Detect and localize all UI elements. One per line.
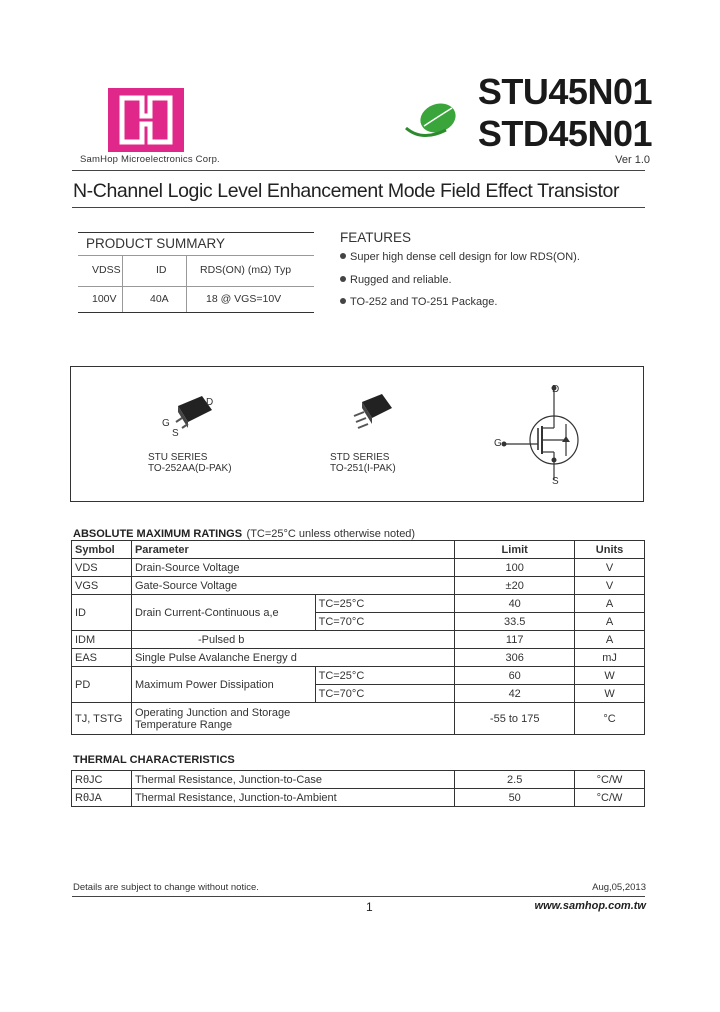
thermal-table bbox=[71, 770, 645, 807]
table-cell: EAS bbox=[72, 649, 132, 667]
table-cell: TC=70°C bbox=[315, 613, 455, 631]
summary-title: PRODUCT SUMMARY bbox=[86, 236, 226, 251]
table-row bbox=[72, 789, 645, 807]
table-cell: Operating Junction and Storage Temperature Range bbox=[131, 703, 454, 735]
table-row bbox=[72, 631, 645, 649]
table-cell: Single Pulse Avalanche Energy d bbox=[131, 649, 454, 667]
table-cell: TJ, TSTG bbox=[72, 703, 132, 735]
summary-bottom-rule bbox=[78, 312, 314, 313]
page-number: 1 bbox=[366, 900, 373, 914]
table-cell: TC=70°C bbox=[315, 685, 455, 703]
std-series: STD SERIES bbox=[330, 452, 390, 463]
schematic-g-label: G bbox=[494, 438, 502, 449]
features-title: FEATURES bbox=[340, 230, 412, 245]
table-cell: 2.5 bbox=[455, 771, 575, 789]
table-cell: A bbox=[575, 613, 645, 631]
table-row bbox=[72, 577, 645, 595]
summary-rds: 18 @ VGS=10V bbox=[206, 293, 282, 305]
thermal-section-title: THERMAL CHARACTERISTICS bbox=[73, 754, 235, 766]
table-cell: V bbox=[575, 577, 645, 595]
table-cell: TC=25°C bbox=[315, 667, 455, 685]
divider bbox=[72, 170, 645, 171]
stu-series: STU SERIES bbox=[148, 452, 208, 463]
summary-header-id: ID bbox=[156, 264, 167, 276]
table-row bbox=[72, 771, 645, 789]
col-header: Limit bbox=[455, 541, 575, 559]
table-cell: Thermal Resistance, Junction-to-Case bbox=[131, 771, 454, 789]
table-row bbox=[72, 667, 645, 685]
table-header-row bbox=[72, 541, 645, 559]
table-cell: 60 bbox=[455, 667, 575, 685]
table-cell: V bbox=[575, 559, 645, 577]
page-title: N-Channel Logic Level Enhancement Mode Field Effect Transistor bbox=[73, 180, 620, 202]
table-cell: Maximum Power Dissipation bbox=[131, 667, 315, 703]
footer-date: Aug,05,2013 bbox=[592, 882, 646, 893]
footer-divider bbox=[72, 896, 645, 897]
feature-item: Super high dense cell design for low RDS(ON). bbox=[340, 251, 580, 263]
summary-rule bbox=[78, 286, 314, 287]
table-cell: W bbox=[575, 667, 645, 685]
table-cell: ±20 bbox=[455, 577, 575, 595]
table-cell: 50 bbox=[455, 789, 575, 807]
pin-d-label: D bbox=[206, 397, 214, 408]
table-cell: VGS bbox=[72, 577, 132, 595]
table-cell: W bbox=[575, 685, 645, 703]
summary-vdss: 100V bbox=[92, 293, 117, 305]
table-cell: Thermal Resistance, Junction-to-Ambient bbox=[131, 789, 454, 807]
table-cell: RθJC bbox=[72, 771, 132, 789]
table-cell: °C/W bbox=[575, 771, 645, 789]
schematic-s-label: S bbox=[552, 476, 559, 487]
divider bbox=[72, 207, 645, 208]
table-cell: 100 bbox=[455, 559, 575, 577]
summary-rule bbox=[78, 255, 314, 256]
summary-col-rule bbox=[122, 255, 123, 313]
table-cell: -Pulsed b bbox=[131, 631, 454, 649]
footer-note: Details are subject to change without notice. bbox=[73, 882, 259, 893]
summary-top-rule bbox=[78, 232, 314, 233]
green-leaf-logo bbox=[402, 100, 462, 149]
part-number-2: STD45N01 bbox=[477, 113, 652, 154]
website-link[interactable]: www.samhop.com.tw bbox=[534, 900, 646, 912]
table-cell: °C bbox=[575, 703, 645, 735]
table-cell: A bbox=[575, 631, 645, 649]
table-row bbox=[72, 595, 645, 613]
table-cell: Drain Current-Continuous a,e bbox=[131, 595, 315, 631]
company-logo bbox=[108, 88, 184, 152]
table-cell: Drain-Source Voltage bbox=[131, 559, 454, 577]
summary-id: 40A bbox=[150, 293, 169, 305]
summary-header-rds: RDS(ON) (mΩ) Typ bbox=[200, 264, 292, 276]
table-cell: PD bbox=[72, 667, 132, 703]
schematic-d-label: D bbox=[552, 384, 560, 395]
summary-header-vdss: VDSS bbox=[92, 264, 121, 276]
summary-col-rule bbox=[186, 255, 187, 313]
table-cell: 117 bbox=[455, 631, 575, 649]
ipak-package-icon bbox=[348, 392, 396, 443]
stu-package: TO-252AA(D-PAK) bbox=[148, 463, 232, 474]
table-cell: °C/W bbox=[575, 789, 645, 807]
amr-section-title: ABSOLUTE MAXIMUM RATINGS (TC=25°C unless otherwise noted) bbox=[73, 528, 416, 540]
part-number-1: STU45N01 bbox=[477, 71, 652, 112]
table-row bbox=[72, 703, 645, 735]
table-cell: 40 bbox=[455, 595, 575, 613]
company-name: SamHop Microelectronics Corp. bbox=[80, 154, 220, 165]
table-row bbox=[72, 649, 645, 667]
table-cell: Gate-Source Voltage bbox=[131, 577, 454, 595]
col-header: Parameter bbox=[131, 541, 454, 559]
mosfet-symbol-icon bbox=[494, 384, 586, 499]
col-header: Units bbox=[575, 541, 645, 559]
table-cell: mJ bbox=[575, 649, 645, 667]
table-cell: ID bbox=[72, 595, 132, 631]
table-cell: 306 bbox=[455, 649, 575, 667]
pin-g-label: G bbox=[162, 418, 170, 429]
table-cell: -55 to 175 bbox=[455, 703, 575, 735]
version: Ver 1.0 bbox=[615, 154, 650, 166]
table-row bbox=[72, 559, 645, 577]
feature-item: Rugged and reliable. bbox=[340, 274, 452, 286]
pin-s-label: S bbox=[172, 428, 179, 439]
feature-item: TO-252 and TO-251 Package. bbox=[340, 296, 497, 308]
table-cell: RθJA bbox=[72, 789, 132, 807]
amr-table bbox=[71, 540, 645, 735]
table-cell: 42 bbox=[455, 685, 575, 703]
table-cell: VDS bbox=[72, 559, 132, 577]
table-cell: IDM bbox=[72, 631, 132, 649]
col-header: Symbol bbox=[72, 541, 132, 559]
std-package: TO-251(I-PAK) bbox=[330, 463, 396, 474]
table-cell: 33.5 bbox=[455, 613, 575, 631]
table-cell: TC=25°C bbox=[315, 595, 455, 613]
table-cell: A bbox=[575, 595, 645, 613]
